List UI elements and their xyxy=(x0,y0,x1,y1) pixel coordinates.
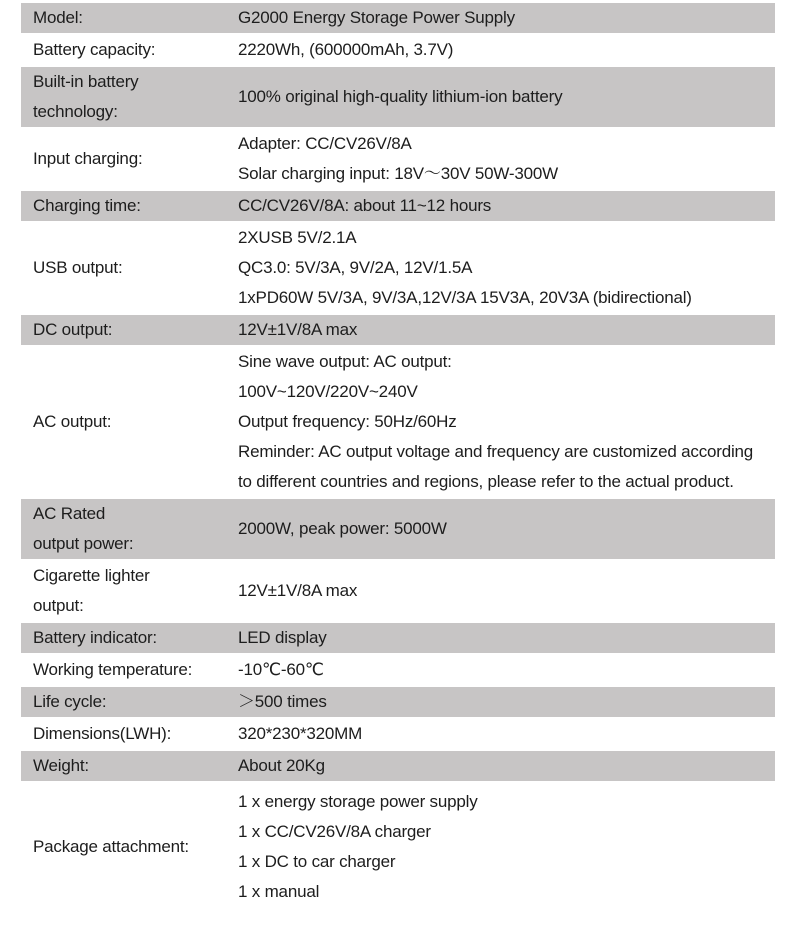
spec-value xyxy=(238,623,775,653)
table-row xyxy=(21,315,775,347)
spec-value-line: About 20Kg xyxy=(238,756,325,775)
spec-value xyxy=(238,719,775,749)
spec-value-line: G2000 Energy Storage Power Supply xyxy=(238,8,515,27)
table-row xyxy=(21,35,775,67)
spec-label xyxy=(21,623,238,653)
spec-label xyxy=(21,3,238,33)
spec-label xyxy=(21,315,238,345)
table-row xyxy=(21,561,775,623)
spec-label-line: Working temperature: xyxy=(33,660,193,679)
table-row xyxy=(21,751,775,783)
spec-value xyxy=(238,223,775,313)
spec-value xyxy=(238,576,775,606)
spec-label xyxy=(21,751,238,781)
spec-value xyxy=(238,315,775,345)
spec-value-line: 2XUSB 5V/2.1A xyxy=(238,228,357,247)
spec-value xyxy=(238,82,775,112)
spec-label xyxy=(21,35,238,65)
spec-value-line: 2220Wh, (600000mAh, 3.7V) xyxy=(238,40,454,59)
spec-label-line: Dimensions(LWH): xyxy=(33,724,172,743)
spec-value xyxy=(238,751,775,781)
spec-value-line: 100% original high-quality lithium-ion battery xyxy=(238,87,563,106)
spec-label xyxy=(21,253,238,283)
spec-label-line: USB output: xyxy=(33,258,123,277)
spec-label-line: Battery capacity: xyxy=(33,40,156,59)
table-row xyxy=(21,191,775,223)
spec-value xyxy=(238,347,775,497)
spec-value xyxy=(238,687,775,717)
spec-label-line: output power: xyxy=(33,534,134,553)
spec-value-line: 1 x DC to car charger xyxy=(238,852,396,871)
spec-label-line: Battery indicator: xyxy=(33,628,157,647)
spec-label-line: technology: xyxy=(33,102,118,121)
spec-label xyxy=(21,655,238,685)
table-row xyxy=(21,3,775,35)
table-row xyxy=(21,223,775,315)
spec-label xyxy=(21,499,238,559)
spec-value-line: 12V±1V/8A max xyxy=(238,581,358,600)
table-row xyxy=(21,719,775,751)
spec-value-line: 1 x energy storage power supply xyxy=(238,792,478,811)
table-row xyxy=(21,623,775,655)
spec-value-line: CC/CV26V/8A: about 11~12 hours xyxy=(238,196,492,215)
spec-label-line: Model: xyxy=(33,8,83,27)
spec-value-line: Sine wave output: AC output: xyxy=(238,352,452,371)
spec-value-line: 12V±1V/8A max xyxy=(238,320,358,339)
spec-value-line: Reminder: AC output voltage and frequency are customized according to different countries and regions, please refer to the actual product. xyxy=(238,442,754,491)
spec-value-line: 1xPD60W 5V/3A, 9V/3A,12V/3A 15V3A, 20V3A (bidirectional) xyxy=(238,288,692,307)
spec-label-line: Weight: xyxy=(33,756,89,775)
table-row xyxy=(21,783,775,913)
spec-label-line: DC output: xyxy=(33,320,113,339)
spec-value-line: Solar charging input: 18V～30V 50W-300W xyxy=(238,164,558,183)
table-row xyxy=(21,655,775,687)
spec-value-line: 320*230*320MM xyxy=(238,724,363,743)
spec-value-line: -10℃-60℃ xyxy=(238,660,324,679)
spec-label xyxy=(21,407,238,437)
spec-value-line: ＞500 times xyxy=(238,692,327,711)
spec-value-line: Output frequency: 50Hz/60Hz xyxy=(238,412,457,431)
spec-table xyxy=(21,3,775,913)
spec-label xyxy=(21,828,238,866)
table-row xyxy=(21,499,775,561)
spec-label xyxy=(21,561,238,621)
spec-label-line: Input charging: xyxy=(33,149,143,168)
spec-value xyxy=(238,129,775,189)
spec-label-line: output: xyxy=(33,596,84,615)
table-row xyxy=(21,67,775,129)
spec-value xyxy=(238,191,775,221)
table-row xyxy=(21,687,775,719)
spec-value-line: QC3.0: 5V/3A, 9V/2A, 12V/1.5A xyxy=(238,258,473,277)
spec-label-line: Package attachment: xyxy=(33,837,189,856)
spec-label xyxy=(21,144,238,174)
spec-label-line: Built-in battery xyxy=(33,72,139,91)
spec-value xyxy=(238,783,775,911)
spec-value-line: LED display xyxy=(238,628,327,647)
table-row xyxy=(21,347,775,499)
spec-value-line: 1 x CC/CV26V/8A charger xyxy=(238,822,431,841)
spec-label-line: AC output: xyxy=(33,412,112,431)
spec-label-line: Life cycle: xyxy=(33,692,107,711)
spec-value xyxy=(238,514,775,544)
spec-value-line: 1 x manual xyxy=(238,882,320,901)
spec-label xyxy=(21,719,238,749)
spec-value-line: Adapter: CC/CV26V/8A xyxy=(238,134,412,153)
table-row xyxy=(21,129,775,191)
spec-value-line: 2000W, peak power: 5000W xyxy=(238,519,447,538)
spec-value xyxy=(238,655,775,685)
spec-label-line: AC Rated xyxy=(33,504,106,523)
spec-label xyxy=(21,191,238,221)
spec-label xyxy=(21,687,238,717)
spec-value xyxy=(238,35,775,65)
spec-label-line: Charging time: xyxy=(33,196,141,215)
spec-label-line: Cigarette lighter xyxy=(33,566,150,585)
spec-label xyxy=(21,67,238,127)
spec-value-line: 100V~120V/220V~240V xyxy=(238,382,418,401)
spec-value xyxy=(238,3,775,33)
